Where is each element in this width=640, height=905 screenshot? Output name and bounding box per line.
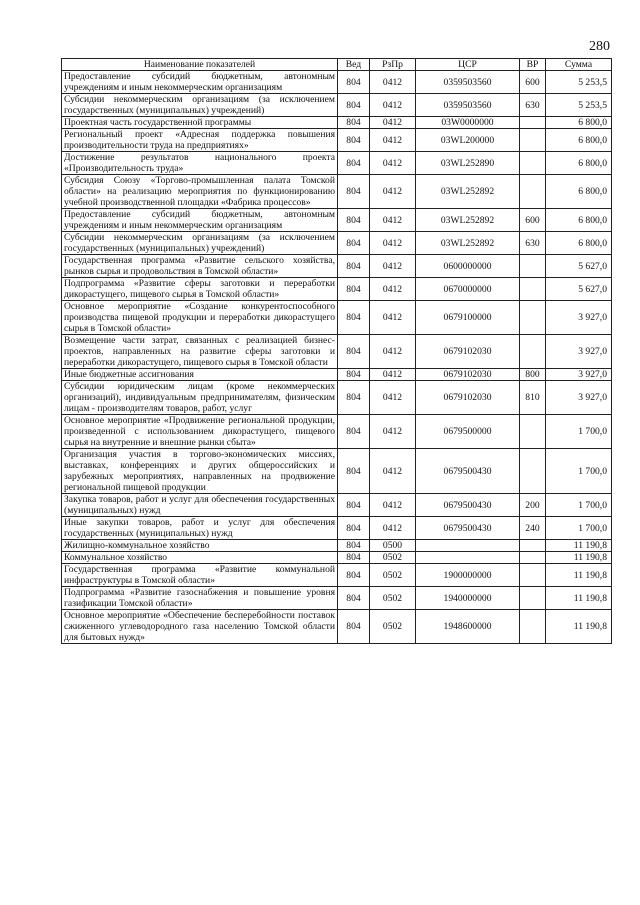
table-row (62, 517, 612, 540)
cell-name: Проектная часть государственной программы (62, 117, 338, 129)
cell-vr: 200 (520, 494, 546, 517)
cell-name: Подпрограмма «Развитие газоснабжения и повышение уровня газификации Томской области» (62, 587, 338, 610)
cell-csr: 03WL200000 (416, 129, 520, 152)
cell-vr (520, 129, 546, 152)
cell-rzpr: 0412 (370, 152, 416, 175)
cell-rzpr: 0412 (370, 278, 416, 301)
cell-csr: 1948600000 (416, 610, 520, 644)
cell-ved: 804 (338, 117, 370, 129)
cell-ved: 804 (338, 494, 370, 517)
cell-ved: 804 (338, 415, 370, 449)
table-row (62, 610, 612, 644)
table-row (62, 301, 612, 335)
table-row (62, 71, 612, 94)
cell-vr (520, 587, 546, 610)
cell-csr: 03WL252890 (416, 152, 520, 175)
cell-name: Субсидии некоммерческим организациям (за исключением государственных (муниципальных) учреждений) (62, 232, 338, 255)
cell-sum: 3 927,0 (546, 381, 612, 415)
cell-vr: 800 (520, 369, 546, 381)
table-row (62, 552, 612, 564)
cell-name: Подпрограмма «Развитие сферы заготовки и переработки дикорастущего, пищевого сырья в Томской области» (62, 278, 338, 301)
table-header-row (62, 59, 612, 71)
table-row (62, 175, 612, 209)
cell-name: Достижение результатов национального проекта «Производительность труда» (62, 152, 338, 175)
cell-sum: 6 800,0 (546, 175, 612, 209)
cell-sum: 5 253,5 (546, 71, 612, 94)
table-row (62, 335, 612, 369)
cell-sum: 3 927,0 (546, 335, 612, 369)
cell-rzpr: 0412 (370, 415, 416, 449)
table-row (62, 449, 612, 494)
cell-csr: 0359503560 (416, 94, 520, 117)
cell-ved: 804 (338, 449, 370, 494)
cell-vr (520, 449, 546, 494)
table-row (62, 381, 612, 415)
cell-csr: 03WL252892 (416, 232, 520, 255)
cell-ved: 804 (338, 255, 370, 278)
cell-csr: 0679102030 (416, 369, 520, 381)
cell-sum: 3 927,0 (546, 301, 612, 335)
cell-vr (520, 175, 546, 209)
header-vr: ВР (520, 59, 546, 71)
cell-ved: 804 (338, 94, 370, 117)
cell-rzpr: 0412 (370, 129, 416, 152)
cell-sum: 11 190,8 (546, 564, 612, 587)
cell-rzpr: 0412 (370, 255, 416, 278)
cell-name: Организация участия в торгово-экономических миссиях, выставках, конференциях и других общероссийских и зарубежных мероприятиях, направленных на продвижение региональной пищевой продукции (62, 449, 338, 494)
cell-ved: 804 (338, 175, 370, 209)
cell-vr (520, 301, 546, 335)
table-row (62, 540, 612, 552)
cell-vr: 240 (520, 517, 546, 540)
cell-name: Государственная программа «Развитие сельского хозяйства, рынков сырья и продовольствия в Томской области» (62, 255, 338, 278)
cell-csr: 0600000000 (416, 255, 520, 278)
cell-sum: 6 800,0 (546, 117, 612, 129)
cell-rzpr: 0412 (370, 71, 416, 94)
cell-sum: 6 800,0 (546, 129, 612, 152)
cell-ved: 804 (338, 587, 370, 610)
cell-rzpr: 0412 (370, 335, 416, 369)
cell-name: Субсидии некоммерческим организациям (за исключением государственных (муниципальных) учреждений) (62, 94, 338, 117)
cell-vr: 630 (520, 94, 546, 117)
cell-rzpr: 0412 (370, 369, 416, 381)
cell-rzpr: 0412 (370, 449, 416, 494)
cell-vr: 600 (520, 71, 546, 94)
cell-rzpr: 0412 (370, 517, 416, 540)
cell-ved: 804 (338, 209, 370, 232)
cell-ved: 804 (338, 540, 370, 552)
cell-vr (520, 152, 546, 175)
budget-table (61, 58, 612, 644)
cell-csr: 0670000000 (416, 278, 520, 301)
cell-csr: 0679102030 (416, 381, 520, 415)
cell-sum: 1 700,0 (546, 494, 612, 517)
cell-name: Региональный проект «Адресная поддержка повышения производительности труда на предприятиях» (62, 129, 338, 152)
cell-name: Основное мероприятие «Создание конкурентоспособного производства пищевой продукции и переработки дикорастущего сырья в Томской области» (62, 301, 338, 335)
cell-rzpr: 0412 (370, 301, 416, 335)
cell-name: Основное мероприятие «Обеспечение бесперебойности поставок сжиженного углеводородного газа населению Томской области для бытовых нужд» (62, 610, 338, 644)
cell-vr (520, 415, 546, 449)
cell-ved: 804 (338, 301, 370, 335)
cell-csr (416, 540, 520, 552)
cell-ved: 804 (338, 517, 370, 540)
cell-csr (416, 552, 520, 564)
table-row (62, 415, 612, 449)
cell-sum: 3 927,0 (546, 369, 612, 381)
cell-name: Иные закупки товаров, работ и услуг для обеспечения государственных (муниципальных) нужд (62, 517, 338, 540)
cell-rzpr: 0412 (370, 175, 416, 209)
cell-name: Возмещение части затрат, связанных с реализацией бизнес-проектов, направленных на развитие сферы заготовки и переработки дикорастущего, пищевого сырья в Томской области (62, 335, 338, 369)
cell-csr: 0359503560 (416, 71, 520, 94)
cell-sum: 11 190,8 (546, 587, 612, 610)
cell-rzpr: 0412 (370, 94, 416, 117)
cell-sum: 6 800,0 (546, 209, 612, 232)
cell-sum: 5 627,0 (546, 255, 612, 278)
cell-name: Основное мероприятие «Продвижение региональной продукции, произведенной с использованием дикорастущего, пищевого сырья на внутренние и внешние рынки сбыта» (62, 415, 338, 449)
header-ved: Вед (338, 59, 370, 71)
cell-sum: 5 627,0 (546, 278, 612, 301)
cell-csr: 03W0000000 (416, 117, 520, 129)
cell-name: Коммунальное хозяйство (62, 552, 338, 564)
cell-vr (520, 564, 546, 587)
cell-vr (520, 540, 546, 552)
cell-name: Субсидия Союзу «Торгово-промышленная палата Томской области» на реализацию мероприятия по функционированию учебной производственной площадки «Фабрика процессов» (62, 175, 338, 209)
cell-sum: 11 190,8 (546, 552, 612, 564)
cell-ved: 804 (338, 610, 370, 644)
page-number: 280 (589, 39, 610, 54)
cell-name: Предоставление субсидий бюджетным, автономным учреждениям и иным некоммерческим организациям (62, 71, 338, 94)
cell-vr (520, 335, 546, 369)
cell-rzpr: 0500 (370, 540, 416, 552)
cell-ved: 804 (338, 129, 370, 152)
table-row (62, 94, 612, 117)
cell-vr (520, 552, 546, 564)
table-row (62, 232, 612, 255)
cell-rzpr: 0502 (370, 587, 416, 610)
cell-vr: 600 (520, 209, 546, 232)
cell-csr: 1940000000 (416, 587, 520, 610)
cell-sum: 5 253,5 (546, 94, 612, 117)
cell-vr: 810 (520, 381, 546, 415)
cell-rzpr: 0502 (370, 564, 416, 587)
cell-sum: 6 800,0 (546, 232, 612, 255)
cell-name: Жилищно-коммунальное хозяйство (62, 540, 338, 552)
cell-ved: 804 (338, 381, 370, 415)
cell-name: Иные бюджетные ассигнования (62, 369, 338, 381)
cell-vr (520, 117, 546, 129)
cell-name: Субсидии юридическим лицам (кроме некоммерческих организаций), индивидуальным предпринимателям, физическим лицам - производителям товаров, работ, услуг (62, 381, 338, 415)
cell-vr (520, 255, 546, 278)
cell-csr: 0679102030 (416, 335, 520, 369)
cell-name: Государственная программа «Развитие коммунальной инфраструктуры в Томской области» (62, 564, 338, 587)
cell-vr (520, 610, 546, 644)
header-name: Наименование показателей (62, 59, 338, 71)
cell-sum: 11 190,8 (546, 610, 612, 644)
table-row (62, 129, 612, 152)
cell-vr (520, 278, 546, 301)
cell-ved: 804 (338, 278, 370, 301)
header-rzpr: РзПр (370, 59, 416, 71)
cell-csr: 03WL252892 (416, 175, 520, 209)
cell-name: Предоставление субсидий бюджетным, автономным учреждениям и иным некоммерческим организациям (62, 209, 338, 232)
cell-sum: 1 700,0 (546, 415, 612, 449)
cell-csr: 0679500430 (416, 494, 520, 517)
cell-sum: 11 190,8 (546, 540, 612, 552)
table-row (62, 587, 612, 610)
cell-rzpr: 0412 (370, 232, 416, 255)
cell-rzpr: 0502 (370, 552, 416, 564)
cell-ved: 804 (338, 152, 370, 175)
cell-sum: 1 700,0 (546, 517, 612, 540)
cell-ved: 804 (338, 335, 370, 369)
cell-rzpr: 0502 (370, 610, 416, 644)
cell-rzpr: 0412 (370, 381, 416, 415)
cell-rzpr: 0412 (370, 117, 416, 129)
cell-rzpr: 0412 (370, 209, 416, 232)
cell-csr: 0679500430 (416, 517, 520, 540)
cell-ved: 804 (338, 232, 370, 255)
cell-csr: 0679500430 (416, 449, 520, 494)
header-csr: ЦСР (416, 59, 520, 71)
cell-csr: 0679100000 (416, 301, 520, 335)
cell-name: Закупка товаров, работ и услуг для обеспечения государственных (муниципальных) нужд (62, 494, 338, 517)
cell-sum: 1 700,0 (546, 449, 612, 494)
table-row (62, 278, 612, 301)
cell-vr: 630 (520, 232, 546, 255)
cell-ved: 804 (338, 564, 370, 587)
cell-csr: 1900000000 (416, 564, 520, 587)
header-sum: Сумма (546, 59, 612, 71)
cell-rzpr: 0412 (370, 494, 416, 517)
table-row (62, 369, 612, 381)
table-row (62, 494, 612, 517)
cell-ved: 804 (338, 71, 370, 94)
cell-csr: 03WL252892 (416, 209, 520, 232)
cell-ved: 804 (338, 369, 370, 381)
table-row (62, 117, 612, 129)
cell-csr: 0679500000 (416, 415, 520, 449)
table-row (62, 209, 612, 232)
cell-sum: 6 800,0 (546, 152, 612, 175)
cell-ved: 804 (338, 552, 370, 564)
table-row (62, 255, 612, 278)
table-row (62, 152, 612, 175)
table-row (62, 564, 612, 587)
